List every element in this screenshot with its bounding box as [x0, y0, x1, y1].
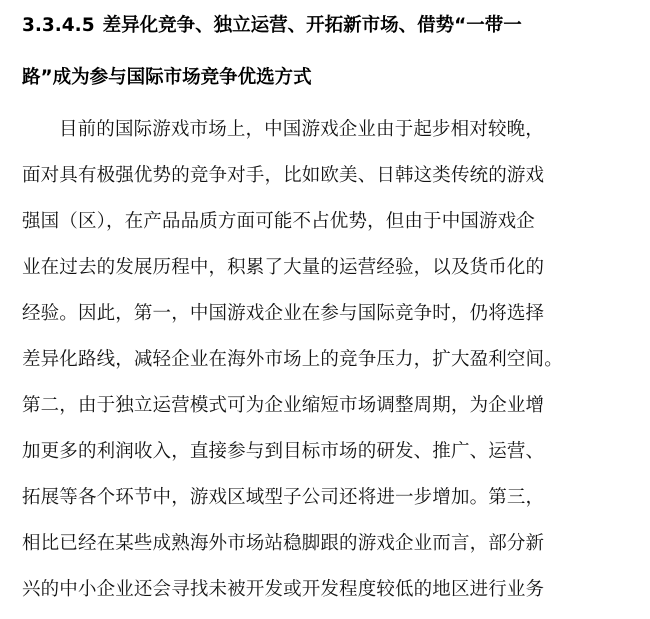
paragraph-line: 面对具有极强优势的竞争对手，比如欧美、日韩这类传统的游戏 [22, 165, 545, 186]
paragraph-line: 相比已经在某些成熟海外市场站稳脚跟的游戏企业而言，部分新 [22, 533, 545, 554]
section-heading [22, 0, 642, 104]
heading-line-2: 路”成为参与国际市场竞争优选方式 [22, 67, 312, 88]
paragraph-line: 目前的国际游戏市场上，中国游戏企业由于起步相对较晚， [59, 119, 544, 140]
section-number: 3.3.4.5 [22, 15, 95, 36]
paragraph-line: 第二，由于独立运营模式可为企业缩短市场调整周期，为企业增 [22, 395, 545, 416]
paragraph-line: 强国（区），在产品品质方面可能不占优势，但由于中国游戏企 [22, 211, 535, 232]
heading-title-part-1: 差异化竞争、独立运营、开拓新市场、借势“一带一 [102, 15, 522, 36]
paragraph-line: 兴的中小企业还会寻找未被开发或开发程度较低的地区进行业务 [22, 579, 545, 600]
paragraph-line: 差异化路线，减轻企业在海外市场上的竞争压力，扩大盈利空间。 [22, 349, 563, 370]
paragraph-line: 业在过去的发展历程中，积累了大量的运营经验，以及货币化的 [22, 257, 545, 278]
heading-line-1 [22, 0, 642, 52]
paragraph-line: 经验。因此，第一，中国游戏企业在参与国际竞争时，仍将选择 [22, 303, 545, 324]
paragraph-line: 加更多的利润收入，直接参与到目标市场的研发、推广、运营、 [22, 441, 545, 462]
paragraph-line: 拓展等各个环节中，游戏区域型子公司还将进一步增加。第三， [22, 487, 545, 508]
body-paragraph [22, 104, 647, 610]
